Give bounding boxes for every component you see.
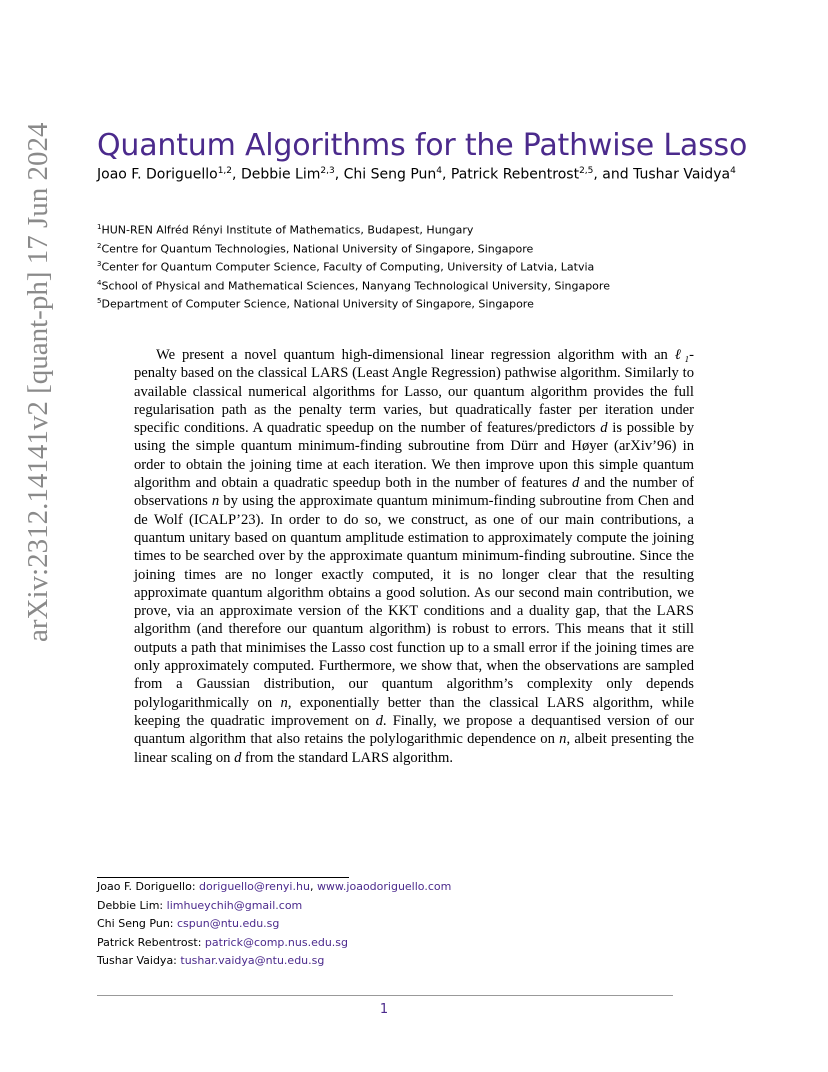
- contact-link[interactable]: cspun@ntu.edu.sg: [177, 917, 280, 930]
- affiliation-text: Department of Computer Science, National University of Singapore, Singapore: [101, 297, 534, 311]
- author-affiliation-marker: 2,3: [320, 166, 335, 176]
- math-symbol: d: [234, 749, 242, 766]
- affiliation-number: 1: [97, 223, 102, 231]
- author-separator: , and: [593, 166, 634, 183]
- affiliation: [97, 294, 610, 313]
- footnote-author: Chi Seng Pun:: [97, 917, 177, 930]
- author-name: Debbie Lim: [240, 166, 321, 183]
- abstract-text: and the number of observations: [134, 475, 694, 510]
- affiliation-text: Centre for Quantum Technologies, National University of Singapore, Singapore: [101, 242, 534, 256]
- link-separator: ,: [309, 880, 317, 893]
- footnote: [97, 917, 451, 936]
- math-symbol: d: [572, 475, 580, 492]
- math-symbol: n: [559, 731, 567, 748]
- author-separator: ,: [442, 166, 451, 183]
- affiliation-number: 4: [97, 278, 102, 287]
- math-symbol: d: [600, 420, 608, 437]
- author-separator: ,: [334, 166, 344, 183]
- affiliation-list: [97, 220, 610, 313]
- affiliation: [97, 239, 610, 258]
- author-name: Joao F. Doriguello: [97, 166, 218, 183]
- author-affiliation-marker: 1,2: [217, 166, 233, 176]
- author-affiliation-marker: 4: [730, 166, 736, 176]
- abstract-text: . Finally, we propose a dequantised version of our quantum algorithm that also retains the polylogarithmic dependence on: [134, 712, 694, 748]
- contact-link[interactable]: patrick@comp.nus.edu.sg: [204, 935, 349, 949]
- affiliation-number: 5: [97, 297, 102, 305]
- footnote-list: [97, 880, 451, 973]
- affiliation: [97, 257, 610, 276]
- math-symbol: d: [375, 712, 383, 729]
- abstract-text: , albeit presenting the linear scaling on: [134, 731, 694, 766]
- contact-link[interactable]: www.joaodoriguello.com: [316, 880, 452, 893]
- abstract-text: We present a novel quantum high-dimensional linear regression algorithm with an: [156, 347, 675, 363]
- author-list: [97, 166, 736, 183]
- author-affiliation-marker: 2,5: [579, 166, 594, 176]
- math-symbol: n: [211, 493, 220, 510]
- abstract-text: , exponentially better than the classical LARS algorithm, while keeping the quadratic improvement on: [134, 694, 694, 729]
- contact-link[interactable]: doriguello@renyi.hu: [199, 880, 310, 893]
- footnote-rule: [97, 877, 349, 878]
- footnote: [97, 899, 451, 918]
- math-symbol: ℓ₁: [674, 347, 690, 363]
- affiliation: [97, 220, 610, 239]
- author-name: Chi Seng Pun: [343, 166, 437, 183]
- author-separator: ,: [232, 166, 241, 183]
- footnote-author: Debbie Lim:: [97, 898, 167, 912]
- affiliation-text: Center for Quantum Computer Science, Faculty of Computing, University of Latvia, Latvia: [101, 260, 595, 274]
- footnote: [97, 880, 451, 899]
- footnote-author: Joao F. Doriguello:: [97, 880, 200, 893]
- footnote: [97, 936, 451, 955]
- footnote: [97, 954, 451, 973]
- author-affiliation-marker: 4: [436, 166, 442, 176]
- abstract-text: from the standard LARS algorithm.: [241, 749, 453, 766]
- author-name: Tushar Vaidya: [633, 166, 731, 183]
- footnote-author: Patrick Rebentrost:: [97, 935, 205, 949]
- page-footer-rule: [97, 995, 673, 996]
- abstract-text: -penalty based on the classical LARS (Least Angle Regression) pathwise algorithm. Similarly to available classical numerical algorithms for Lasso, our quantum algorithm provides the full regularisation path as the penalty term varies, but quadratically faster per iteration under specific conditions. A quadratic speedup on the number of features/predictors: [134, 347, 694, 437]
- abstract: [134, 346, 694, 767]
- contact-link[interactable]: tushar.vaidya@ntu.edu.sg: [180, 954, 325, 967]
- page-number[interactable]: 1: [379, 1002, 389, 1017]
- affiliation-text: School of Physical and Mathematical Sciences, Nanyang Technological University, Singapore: [101, 279, 610, 293]
- contact-link[interactable]: limhueychih@gmail.com: [166, 898, 303, 912]
- affiliation-text: HUN-REN Alfréd Rényi Institute of Mathematics, Budapest, Hungary: [101, 223, 474, 237]
- affiliation-number: 3: [97, 260, 102, 268]
- abstract-text: by using the approximate quantum minimum-finding subroutine from Chen and de Wolf (ICALP’23). In order to do so, we construct, as one of our main contributions, a quantum unitary based on quantum amplitude estimation to approximately compute the joining times to be searched over by the approximate quantum minimum-finding subroutine. Since the joining times are no longer exactly computed, it is no longer clear that the resulting approximate quantum algorithm obtains a good solution. As our second main contribution, we prove, via an approximate version of the KKT conditions and a duality gap, that the LARS algorithm (and therefore our quantum algorithm) is robust to errors. This means that it still outputs a path that minimises the Lasso cost function up to a small error if the joining times are only approximately computed. Furthermore, we show that, when the observations are sampled from a Gaussian distribution, our quantum algorithm’s complexity only depends polylogarithmically on: [134, 493, 695, 711]
- author-name: Patrick Rebentrost: [450, 166, 580, 183]
- paper-title: Quantum Algorithms for the Pathwise Lasso: [97, 128, 748, 164]
- abstract-text: is possible by using the simple quantum minimum-finding subroutine from Dürr and Høyer (arXiv’96) in order to obtain the joining time at each iteration. We then improve upon this simple quantum algorithm and obtain a quadratic speedup both in the number of features: [134, 420, 694, 492]
- affiliation: [97, 276, 610, 295]
- math-symbol: n: [280, 694, 288, 711]
- arxiv-stamp: arXiv:2312.14141v2 [quant-ph] 17 Jun 2024: [22, 122, 54, 642]
- footnote-author: Tushar Vaidya:: [97, 954, 181, 967]
- affiliation-number: 2: [97, 241, 102, 250]
